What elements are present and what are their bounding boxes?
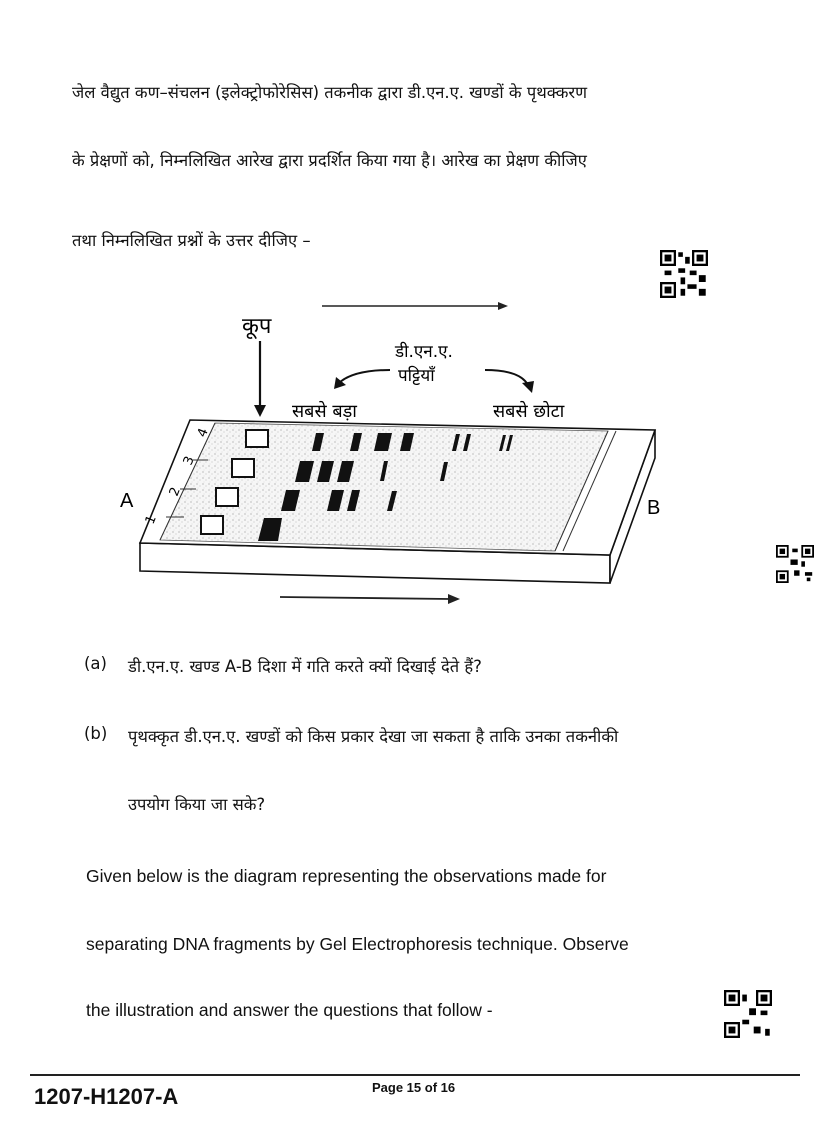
question-b-marker: (b) (84, 724, 108, 743)
end-label-a: A (120, 490, 134, 512)
largest-label: सबसे बड़ा (292, 401, 357, 422)
english-intro-line-3: the illustration and answer the questions that follow - (86, 1000, 493, 1020)
end-label-b: B (647, 497, 661, 519)
question-b-text: पृथक्कृत डी.एन.ए. खण्डों को किस प्रकार देखा जा सकता है ताकि उनका तकनीकी (128, 727, 619, 746)
direction-arrow-bottom (280, 594, 460, 604)
english-intro-line-2: separating DNA fragments by Gel Electrophoresis technique. Observe (86, 934, 629, 954)
well (216, 488, 238, 506)
hindi-intro-line-2: के प्रेक्षणों को, निम्नलिखित आरेख द्वारा प्रदर्शित किया गया है। आरेख का प्रेक्षण कीजिए (72, 151, 587, 170)
gel-electrophoresis-diagram (100, 285, 680, 615)
lane-number: 4 (194, 426, 212, 440)
footer-rule (30, 1074, 800, 1076)
hindi-intro-line-3: तथा निम्नलिखित प्रश्नों के उत्तर दीजिए – (72, 231, 311, 250)
question-b-text-line2: उपयोग किया जा सके? (128, 795, 266, 814)
qr-code-icon (724, 990, 772, 1038)
well-label: कूप (242, 314, 272, 339)
direction-arrow-top (322, 302, 508, 310)
question-a-text: डी.एन.ए. खण्ड A-B दिशा में गति करते क्यों दिखाई देते हैं? (128, 657, 482, 676)
hindi-intro-line-1: जेल वैद्युत कण–संचलन (इलेक्ट्रोफोरेसिस) तकनीक द्वारा डी.एन.ए. खण्डों के पृथक्करण (72, 83, 588, 102)
bands-right-arrow (485, 370, 534, 393)
lane-number: 1 (142, 513, 160, 527)
well (246, 430, 268, 447)
smallest-label: सबसे छोटा (493, 401, 565, 422)
bands-left-arrow (334, 370, 390, 389)
dna-bands-label: डी.एन.ए. (395, 342, 453, 362)
well (232, 459, 254, 477)
english-intro-line-1: Given below is the diagram representing the observations made for (86, 866, 607, 886)
well (201, 516, 223, 534)
lane-number: 2 (166, 485, 184, 499)
well-pointer-arrow (254, 341, 266, 417)
lane-number: 3 (180, 454, 198, 468)
question-a-marker: (a) (84, 654, 107, 673)
paper-code: 1207-H1207-A (34, 1084, 179, 1109)
page-number: Page 15 of 16 (372, 1080, 456, 1095)
qr-code-icon (776, 545, 814, 583)
dna-bands-label-line2: पट्टियाँ (398, 366, 435, 386)
